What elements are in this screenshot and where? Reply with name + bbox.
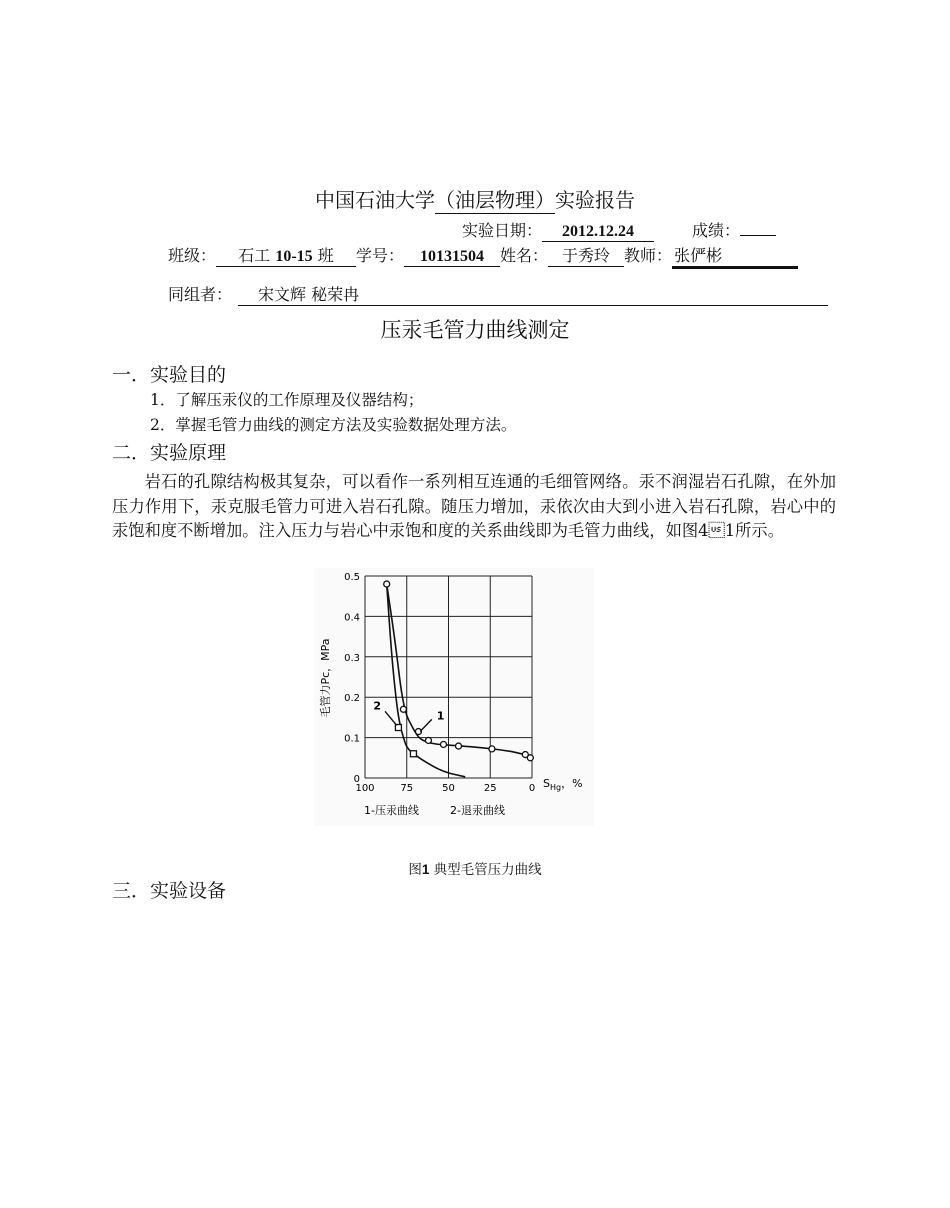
- group-row: [168, 282, 836, 306]
- section2-title: 二．实验原理: [112, 442, 227, 464]
- group-value: 宋文辉 秘荣冉: [238, 282, 828, 306]
- group-label: 同组者：: [168, 285, 233, 304]
- x-tick-75: 75: [400, 783, 414, 794]
- y-tick-0.1: 0.1: [344, 733, 360, 745]
- x-tick-50: 50: [442, 783, 455, 794]
- annotation-2-label: 2: [373, 699, 382, 713]
- teacher-label: 教师：: [624, 246, 673, 265]
- section1-item-2: 2．掌握毛管力曲线的测定方法及实验数据处理方法。: [150, 416, 517, 434]
- x-tick-labels: [355, 783, 535, 794]
- student-id-value: 10131504: [404, 248, 500, 267]
- series-1-point-5: [456, 743, 462, 749]
- document-title: 压汞毛管力曲线测定: [380, 318, 570, 342]
- section1-title: 一．实验目的: [112, 364, 227, 386]
- y-tick-0.5: 0.5: [344, 572, 360, 583]
- report-title-prefix: 中国石油大学: [315, 188, 435, 212]
- figure-caption-text: 典型毛管压力曲线: [429, 862, 542, 878]
- series-1-point-3: [425, 737, 431, 743]
- score-value: [740, 235, 776, 236]
- y-tick-0: 0: [353, 774, 360, 785]
- class-value-a: 石工: [238, 246, 271, 265]
- x-tick-0: 0: [528, 783, 536, 794]
- x-axis-label-sub: Hg: [549, 783, 562, 792]
- series-2-point-1: [410, 751, 416, 757]
- student-info-row: [168, 243, 798, 269]
- series-1-point-4: [440, 741, 446, 747]
- score-label: 成绩：: [692, 221, 741, 240]
- section1-item-1: 1．了解压汞仪的工作原理及仪器结构；: [150, 391, 424, 409]
- report-title-course: （油层物理）: [435, 184, 555, 214]
- class-value: [216, 243, 356, 267]
- x-tick-25: 25: [483, 783, 497, 794]
- series-2-curve: [387, 584, 465, 777]
- annotation-1-arrow: [420, 719, 432, 731]
- chart-markers: [384, 581, 534, 761]
- x-tick-100: 100: [355, 783, 375, 794]
- class-value-c: 班: [317, 246, 334, 265]
- name-value: 于秀玲: [548, 243, 624, 267]
- report-title: [0, 184, 950, 214]
- legend-entry-1: 1-压汞曲线: [364, 804, 419, 817]
- curve-annotations: [373, 699, 444, 731]
- date-score-row: [462, 218, 776, 242]
- teacher-value: 张俨彬: [672, 243, 798, 269]
- name-label: 姓名：: [500, 246, 549, 265]
- x-axis-label: [543, 777, 583, 792]
- legend-entry-2: 2-退汞曲线: [450, 804, 505, 817]
- x-axis-label-unit: ，%: [561, 777, 583, 790]
- section2-paragraph: [112, 470, 836, 544]
- series-1-point-8: [527, 755, 533, 761]
- report-title-suffix: 实验报告: [555, 188, 635, 212]
- x-axis-label-main: S: [543, 777, 550, 790]
- y-axis-label: 毛管力Pc，MPa: [319, 638, 332, 718]
- figure-caption: [0, 858, 950, 878]
- date-value: 2012.12.24: [542, 223, 654, 242]
- annotation-2-arrow: [385, 711, 397, 725]
- date-label: 实验日期：: [462, 221, 543, 240]
- class-value-b: 10-15: [275, 248, 313, 265]
- y-tick-0.3: 0.3: [344, 652, 360, 664]
- y-tick-0.2: 0.2: [344, 693, 360, 705]
- series-1-point-6: [489, 746, 495, 752]
- section3-title: 三．实验设备: [112, 880, 227, 902]
- series-1-curve: [387, 584, 532, 758]
- annotation-1-label: 1: [436, 709, 445, 723]
- capillary-pressure-chart: [314, 568, 594, 826]
- figure-caption-number: 1: [421, 862, 430, 877]
- student-id-label: 学号：: [356, 246, 405, 265]
- series-1-point-1: [400, 706, 406, 712]
- figure-caption-prefix: 图: [408, 862, 422, 878]
- section2-paragraph-text: 岩石的孔隙结构极其复杂，可以看作一系列相互连通的毛细管网络。汞不润湿岩石孔隙，在外加压力作用下，汞克服毛管力可进入岩石孔隙。随压力增加，汞依次由大到小进入岩石孔隙，岩心中的汞饱和度不断增加。注入压力与岩心中汞饱和度的关系曲线即为毛管力曲线，如图4 1所示。: [112, 472, 836, 540]
- class-label: 班级：: [168, 246, 217, 265]
- y-tick-labels: [344, 572, 360, 785]
- series-1-point-0: [384, 581, 390, 587]
- y-tick-0.4: 0.4: [344, 612, 360, 624]
